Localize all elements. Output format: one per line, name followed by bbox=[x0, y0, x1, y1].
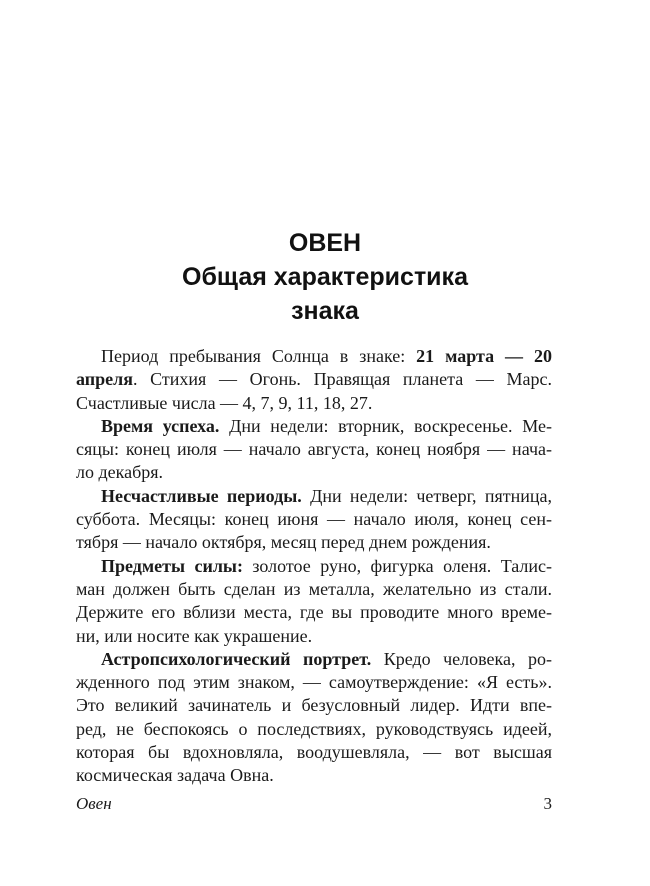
text-line bbox=[76, 718, 552, 741]
bold-lead: апреля bbox=[76, 369, 133, 390]
bold-lead: Несчастливые периоды. bbox=[101, 485, 302, 506]
paragraph bbox=[76, 345, 552, 415]
text-line bbox=[76, 625, 552, 648]
text-line bbox=[76, 555, 552, 578]
body-text bbox=[76, 345, 552, 788]
text-run: сяцы: конец июля — начало августа, конец ноября — нача- bbox=[76, 439, 552, 460]
chapter-title-subtitle-cont: знака bbox=[291, 297, 359, 325]
text-run: Дни недели: четверг, пятница, bbox=[301, 485, 552, 506]
text-run: космическая задача Овна. bbox=[76, 765, 274, 786]
page-footer bbox=[76, 794, 552, 814]
bold-lead: Предметы силы: bbox=[101, 555, 243, 576]
bold-lead: Астропсихологический портрет. bbox=[101, 648, 372, 669]
text-run: Это великий зачинатель и безусловный лидер. Идти впе- bbox=[76, 695, 552, 716]
text-run: золотое руно, фигурка оленя. Талис- bbox=[242, 555, 552, 576]
chapter-title bbox=[0, 226, 650, 328]
text-line bbox=[76, 508, 552, 531]
text-run: суббота. Месяцы: конец июня — начало июля, конец сен- bbox=[76, 509, 552, 530]
text-line bbox=[76, 671, 552, 694]
text-run: ло декабря. bbox=[76, 462, 164, 483]
text-run: Счастливые числа — 4, 7, 9, 11, 18, 27. bbox=[76, 392, 373, 413]
text-line bbox=[76, 741, 552, 764]
text-run: тября — начало октября, месяц перед днем рождения. bbox=[76, 532, 491, 553]
paragraph bbox=[76, 648, 552, 788]
paragraph bbox=[76, 415, 552, 485]
text-line bbox=[76, 648, 552, 671]
paragraph bbox=[76, 485, 552, 555]
text-run: жденного под этим знаком, — самоутверждение: «Я есть». bbox=[76, 672, 552, 693]
chapter-title-subtitle: Общая характеристика bbox=[182, 263, 468, 291]
text-run: Период пребывания Солнца в знаке: bbox=[101, 346, 417, 366]
bold-lead: 21 марта — 20 bbox=[416, 346, 552, 366]
text-line bbox=[76, 392, 552, 415]
text-run: Дни недели: вторник, воскресенье. Ме- bbox=[219, 415, 552, 436]
text-run: которая бы вдохновляла, воодушевляла, — вот высшая bbox=[76, 742, 552, 763]
page-number: 3 bbox=[543, 794, 552, 813]
text-run: Кредо человека, ро- bbox=[371, 648, 552, 669]
text-run: ред, не беспокоясь о последствиях, руководствуясь идеей, bbox=[76, 718, 552, 739]
text-run: . Стихия — Огонь. Правящая планета — Марс. bbox=[132, 369, 552, 390]
text-line bbox=[76, 345, 552, 368]
text-line bbox=[76, 578, 552, 601]
text-run: ман должен быть сделан из металла, желательно из стали. bbox=[76, 578, 552, 599]
chapter-title-sign: ОВЕН bbox=[288, 229, 362, 257]
text-line bbox=[76, 485, 552, 508]
text-line bbox=[76, 368, 552, 391]
running-title: Овен bbox=[76, 794, 112, 813]
text-line bbox=[76, 438, 552, 461]
bold-lead: Время успеха. bbox=[101, 415, 220, 436]
text-line bbox=[76, 601, 552, 624]
text-line bbox=[76, 461, 552, 484]
text-line bbox=[76, 415, 552, 438]
text-line bbox=[76, 531, 552, 554]
text-run: ни, или носите как украшение. bbox=[76, 625, 313, 646]
text-line bbox=[76, 764, 552, 787]
text-line bbox=[76, 694, 552, 717]
text-run: Держите его вблизи места, где вы проводите много време- bbox=[76, 602, 552, 623]
paragraph bbox=[76, 555, 552, 648]
